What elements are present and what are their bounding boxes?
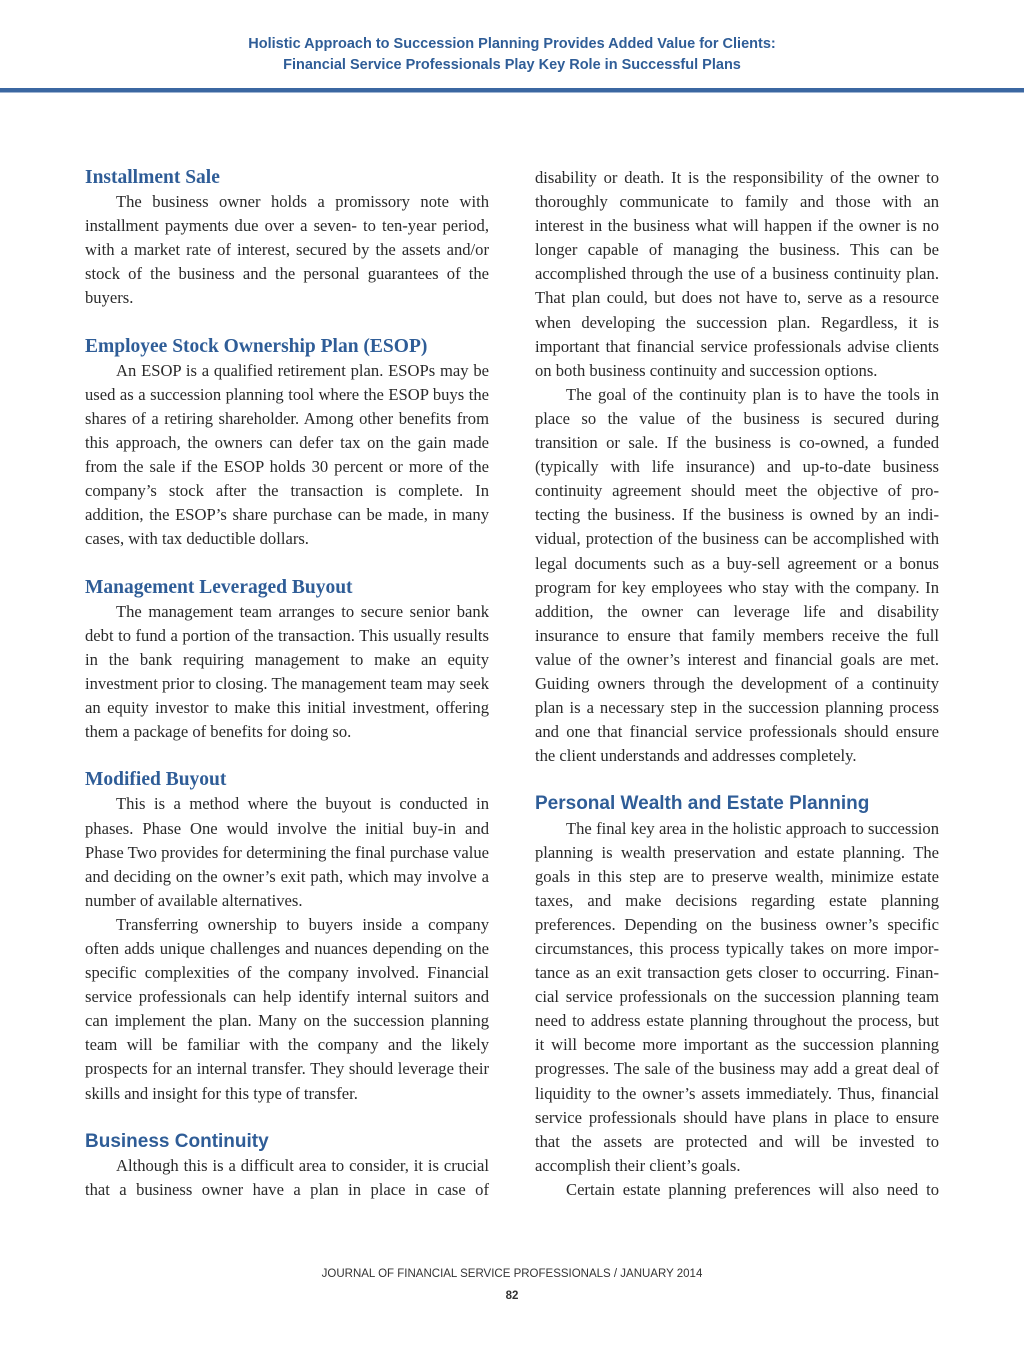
header-line-1: Holistic Approach to Succession Planning Provides Added Value for Clients: — [248, 36, 776, 52]
paragraph: Although this is a difficult area to consider, it is crucial that a business owner have a plan in place in case of — [85, 1155, 489, 1199]
paragraph: The goal of the continuity plan is to have the tools in place so the value of the business is secured during transition or sale. If the business is co-owned, a funded (typically with life insurance) and up-to-date business continuity agreement should meet the objective of protecting the business. If the business is owned by an individual, protection of the business can be accomplished with legal documents such as a buy-sell agreement or a bonus program for key employees who stay with the company. In addition, the owner can leverage life and disability insurance to ensure that family members receive the full value of the owner’s interest and financial goals are met. Guiding owners through the development of a continuity plan is a necessary step in the succession planning process and one that financial service professionals should ensure the client understands and addresses completely. — [535, 384, 939, 766]
left-column — [85, 166, 489, 1202]
paragraph: An ESOP is a qualified retirement plan. ESOPs may be used as a succession planning tool where the ESOP buys the shares of a retiring shareholder. Among other benefits from this approach, the owners can defer tax on the gain made from the sale if the ESOP holds 30 percent or more of the company’s stock after the transaction is complete. In addition, the ESOP’s share purchase can be made, in many cases, with tax deductible dollars. — [85, 360, 489, 549]
running-header — [0, 34, 1024, 76]
heading-management-leveraged-buyout: Management Leveraged Buyout — [85, 576, 353, 598]
heading-esop: Employee Stock Ownership Plan (ESOP) — [85, 335, 428, 357]
paragraph: The business owner holds a promissory note with installment payments due over a seven- to ten-year period, with a market rate of interest, secured by the assets and/or stock of the business and the personal guarantees of the buyers. — [85, 192, 489, 308]
heading-personal-wealth-estate-planning: Personal Wealth and Estate Planning — [535, 793, 870, 815]
heading-modified-buyout: Modified Buyout — [85, 769, 227, 791]
journal-footer: JOURNAL OF FINANCIAL SERVICE PROFESSIONALS / JANUARY 2014 — [321, 1268, 703, 1280]
paragraph: This is a method where the buyout is conducted in phases. Phase One would involve the initial buy-in and Phase Two provides for determining the final purchase value and deciding on the owner’s exit path, which may involve a number of available alternatives. — [85, 794, 489, 910]
paragraph: Certain estate planning preferences will also need to — [566, 1179, 939, 1199]
header-rule-shadow — [0, 92, 1024, 93]
heading-installment-sale: Installment Sale — [85, 167, 220, 188]
paragraph: The management team arranges to secure senior bank debt to fund a portion of the transaction. This usually results in the bank requiring management to make an equity investment prior to closing. The management team may seek an equity investor to make this initial investment, offering them a package of benefits for doing so. — [85, 601, 489, 742]
paragraph: The final key area in the holistic approach to succession planning is wealth preservation and estate planning. The goals in this step are to preserve wealth, minimize estate taxes, and make decisions regarding estate planning preferences. Depending on the business owner’s specific circumstances, this process typically takes on more importance as an exit transaction gets closer to occurring. Financial service professionals on the succession planning team need to address estate planning throughout the process, but it will become more important as the succession planning progresses. The sale of the business may add a great deal of liquidity to the owner’s assets immediately. Thus, financial service professionals should have plans in place to ensure that the assets are protected and will be invested to accomplish their client’s goals. — [535, 818, 939, 1175]
right-column — [535, 166, 939, 1202]
paragraph: disability or death. It is the responsibility of the owner to thoroughly communicate to family and those with an interest in the business what will happen if the owner is no longer capable of managing the business. This can be accomplished through the use of a business continuity plan. That plan could, but does not have to, serve as a resource when developing the succession plan. Regardless, it is important that financial service professionals advise clients on both business continuity and succession options. — [535, 168, 939, 380]
header-line-2: Financial Service Professionals Play Key Role in Successful Plans — [283, 57, 741, 73]
paragraph: Transferring ownership to buyers inside a company often adds unique challenges and nuances depending on the specific complexities of the company involved. Financial service professionals can help identify internal suitors and can implement the plan. Many on the succession planning team will be familiar with the company and the likely prospects for an internal transfer. They should leverage their skills and insight for this type of transfer. — [85, 914, 489, 1103]
page-number: 82 — [505, 1290, 519, 1302]
heading-business-continuity: Business Continuity — [85, 1130, 269, 1152]
